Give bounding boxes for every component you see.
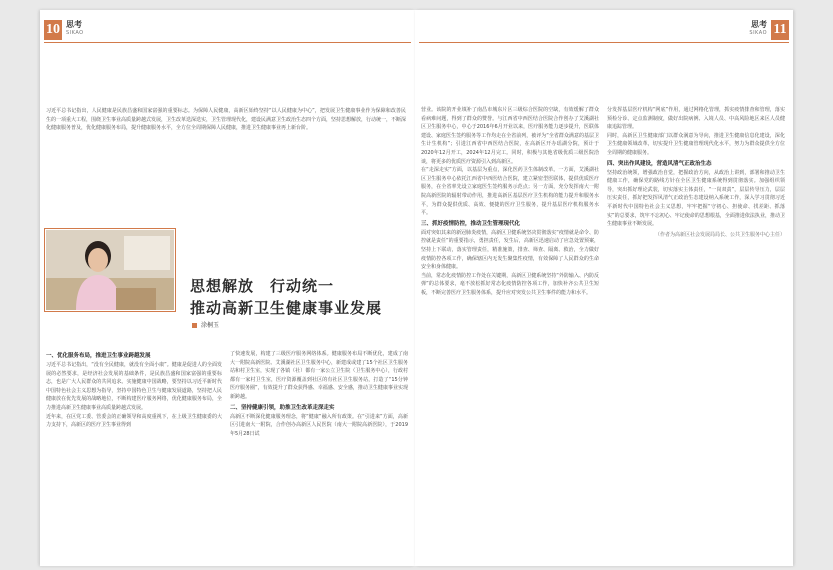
article-title-line1: 思想解放 行动统一: [190, 277, 335, 295]
byline: [192, 320, 219, 329]
section-title-text: 思考: [66, 20, 82, 29]
section-subtitle: SIKAO: [66, 30, 84, 36]
page-number-left: 10: [44, 20, 62, 40]
right-page: [415, 10, 793, 566]
heading-4: 四、突出作风建设，营造风清气正政治生态: [607, 160, 712, 167]
header-rule-right: [419, 42, 789, 43]
article-title-block: [190, 275, 382, 319]
heading-2: 二、坚持健康引领，助推卫生改革走深走实: [230, 404, 335, 411]
paragraph: 分发挥基层医疗机构“网底”作用，通过网格化管理，抓实疫情排查和管理，落实预检分诊、定点监测制度，做好出院病例、入境人员、中高风险地区来区人员健康追踪管理。: [607, 107, 785, 131]
paragraph: 面对突如其来的新冠肺炎疫情，高新区卫健系统坚决贯彻落实“疫情就是命令、防控就是责任”的重要指示，勇担责任，发生后，高新区迅速启动了应急处置预案，坚持上下联动，落实管理责任，精准施策，排查、筛查、隔离、救治，全力做好疫情防控各项工作，确保辖区内无发生聚集性疫情，有效保障了人民群众的生命安全和身体健康。: [421, 229, 599, 271]
left-page: [40, 10, 415, 566]
right-column-2: [607, 106, 785, 556]
heading-3: 三、抓好疫情防控，推动卫生管理现代化: [421, 220, 521, 227]
section-subtitle: SIKAO: [749, 30, 767, 36]
paragraph: 近年来，在区党工委、管委会的正确领导和高度重视下，在上级卫生健康委的大力支持下，高新区的医疗卫生事业得到: [46, 413, 222, 429]
paragraph: 在“走深走实”方面，以基层为重点，深化医药卫生体制改革。一方面，艾溪湖社区卫生服务中心依托江西省中西医结合医院，建立紧密型医联体，提供优质医疗服务，在全省率先设立家庭医生签约服务示范点；另一方面，充分发挥南大一附院高新医院的辐射带动作用，推进高新区基层医疗卫生机构的能力提升和服务水平，为群众提供优质、高效、便捷的医疗卫生服务，提升基层医疗机构服务水平。: [421, 167, 599, 217]
paragraph: 营业。该院的开业填补了南昌市城东片区三级综合医院的空缺，有效缓解了群众看病难问题，得到了群众的赞誉。与江西省中西医结合医院合作创办了艾溪湖社区卫生服务中心，中心于2016年6月开业以来，医疗服务能力逐步提升，医联体建设、家庭医生签约服务等工作均走在全省前列，被评为“全省群众满意的基层卫生计生机构”；引进江西省中西医结合医院，在高新区开办瑶湖分院，预计于2020年12月开工，2024年12月完工。同时，积极与其他省级优质三级医院洽谈，将更多的优质医疗资源引入到高新区。: [421, 107, 599, 165]
paragraph: 了快速发展，构建了三级医疗服务网络体系。健康服务布局不断优化，建成了南大一附院高新医院、艾溪湖社区卫生服务中心，新建成或建了15个社区卫生服务站和村卫生室，实现了各镇（社）都有一家公立卫生院（卫生服务中心），行政村都有一家村卫生室，医疗资源覆盖到社区的有社区卫生服务站，打造了“15分钟医疗服务圈”，有效提升了群众获得感、幸福感、安全感，推动卫生健康事业实现新跨越。: [230, 351, 408, 400]
left-column-1: [46, 350, 222, 550]
article-intro: 习近平总书记指出，人民健康是民族昌盛和国家富强的重要标志。为保障人民健康，高新区始终坚持“以人民健康为中心”，把发展卫生健康事业作为保障和改善民生的一项重大工程，围绕卫生事业高质量跨越式发展，卫生改革迭深迭实，卫生管理现代化，建设民满意卫生政治生态四个方面，坚持思想解放，行动统一，不断深化健康服务普及，优化健康服务布局，提升健康服务水平，全方位全周期保障人民健康，推进卫生健康事业再上新台阶。: [46, 108, 407, 132]
author-credit: （作者为高新区社会发展局局长、公共卫生服务中心主任）: [654, 231, 785, 238]
right-column-1: [421, 106, 599, 556]
left-column-2: [230, 350, 408, 550]
article-title-line2: 推动高新卫生健康事业发展: [190, 299, 383, 317]
section-title-left: [66, 20, 84, 38]
page-number-right: 11: [771, 20, 789, 40]
paragraph: 习近平总书记指出，“没有全民健康，就没有全面小康”。健康是促进人的全面发展的必然要求，是经济社会发展的基础条件，是民族昌盛和国家富强的重要标志，也是广大人民群众的共同追求。实施健康中国战略，要坚持以习近平新时代中国特色社会主义思想为指导，坚持中国特色卫生与健康发展道路，坚持把人民健康放在优先发展的战略地位，不断构建医疗服务网络，优化健康服务布局，全力推进高新卫生健康事业高质量跨越式发展。: [46, 362, 222, 411]
heading-1: 一、优化服务布局，推进卫生事业跨越发展: [46, 353, 151, 359]
byline-marker: [192, 323, 197, 328]
header-rule-left: [44, 42, 411, 43]
author-photo: [46, 230, 174, 310]
paragraph: 高新区不断深化健康服务理念，将“健康”融入所有政策。在“引进来”方面，高新区引进南大一附院，合作创办高新区人民医院（南大一附院高新医院），于2019年5月28日试: [230, 413, 408, 437]
paragraph: 当前，常态化疫情防控工作处在关键期，高新区卫健系统坚持“外防输入、内防反弹”的总体要求，毫不放松抓好常态化疫情防控各项工作，加快补齐公共卫生短板，不断完善医疗卫生服务体系，提升应对突发公共卫生事件的能力和水平。: [421, 272, 599, 296]
paragraph: 坚持政治统领，增强政治自觉，把握政治方向，从政治上讲到，部署和推动卫生健康工作，确保党的路线方针在全区卫生健康系统得到贯彻落实。加强组织领导，突出抓好理论武装，切实落实主体责任，“一岗双责”，层层传导压力，层层压实责任，抓好把发挥风清气正政治生态建设纳入系统工作，深入学习贯彻习近平新时代中国特色社会主义思想，牢牢把握“守初心、担使命、找差距、抓落实”的总要求，筑牢不忘初心、牢记使命的思想根基，全面推进依法执业，推动卫生健康事业不断发展。: [607, 169, 785, 228]
paragraph: 同时，高新区卫生健康部门以群众满意为导向，推进卫生健康信息化建设，深化卫生健康领域改革，切实提升卫生健康管理现代化水平，努力为群众提供全方位全周期的健康服务。: [607, 132, 785, 156]
author-name: 涂桐玉: [201, 322, 220, 329]
section-title-right: [749, 20, 767, 38]
author-portrait-illustration: [46, 230, 174, 310]
section-title-text: 思考: [751, 20, 767, 29]
